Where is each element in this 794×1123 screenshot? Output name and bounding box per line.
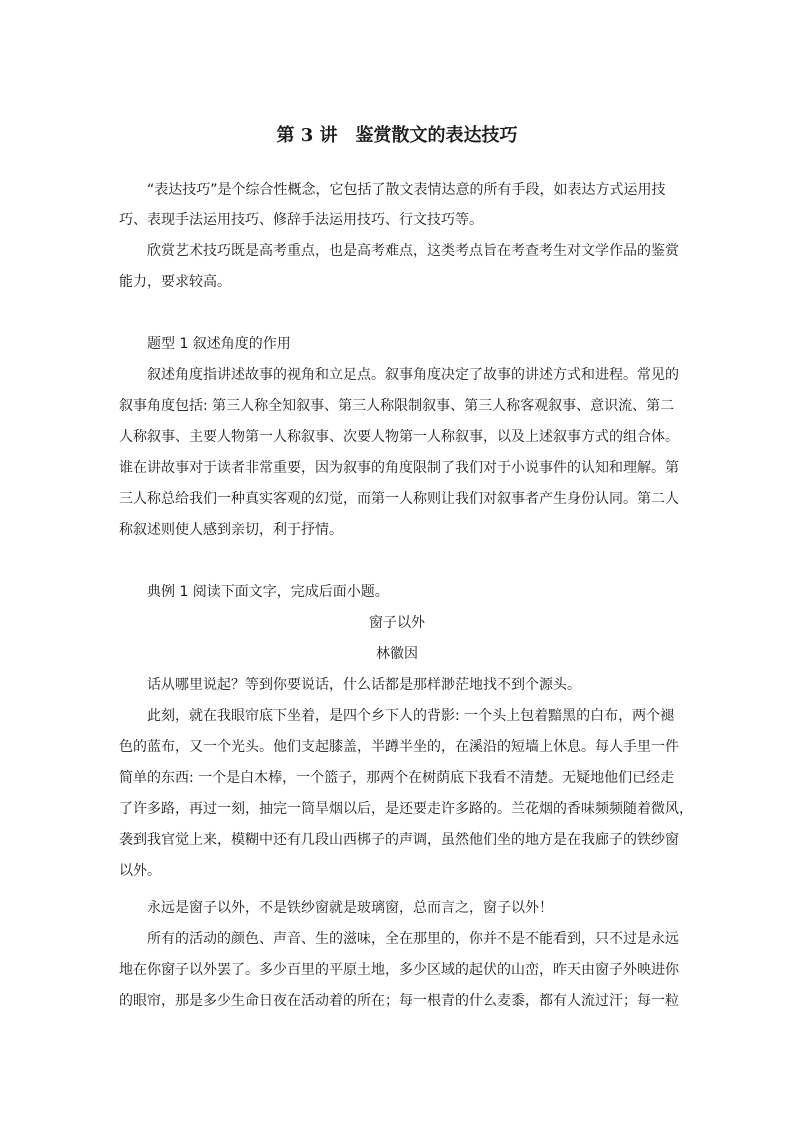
intro-line: 巧、表现手法运用技巧、修辞手法运用技巧、行文技巧等。 — [119, 212, 483, 228]
intro-line: “表达技巧”是个综合性概念，它包括了散文表情达意的所有手段，如表达方式运用技 — [147, 182, 666, 198]
example-line: 简单的东西: 一个是白木棒，一个篮子，那两个在树荫底下我看不清楚。无疑地他们已经走 — [119, 770, 675, 786]
section-line: 谁在讲故事对于读者非常重要，因为叙事的角度限制了我们对于小说事件的认知和理解。第 — [119, 460, 679, 476]
example-line: 永远是窗子以外，不是铁纱窗就是玻璃窗，总而言之，窗子以外！ — [147, 900, 553, 916]
section-line: 叙述角度指讲述故事的视角和立足点。叙事角度决定了故事的讲述方式和进程。常见的 — [147, 367, 679, 383]
section-line: 称叙述则使人感到亲切，利于抒情。 — [119, 522, 343, 538]
example-line: 以外。 — [119, 863, 161, 879]
page-title: 第 3 讲 鉴赏散文的表达技巧 — [276, 125, 518, 146]
example-line: 话从哪里说起？等到你要说话，什么话都是那样渺茫地找不到个源头。 — [147, 677, 581, 693]
example-line: 地在你窗子以外罢了。多少百里的平原土地，多少区域的起伏的山峦，昨天由窗子外映进你 — [119, 962, 679, 978]
example-line: 所有的活动的颜色、声音、生的滋味，全在那里的，你并不是不能看到，只不过是永远 — [147, 931, 679, 947]
intro-line: 欣赏艺术技巧既是高考重点，也是高考难点，这类考点旨在考查考生对文学作品的鉴赏 — [147, 243, 679, 259]
example-intro: 典例 1 阅读下面文字，完成后面小题。 — [147, 584, 389, 600]
author-name: 林徽因 — [376, 646, 418, 662]
example-line: 此刻，就在我眼帘底下坐着，是四个乡下人的背影: 一个头上包着黯黑的白布，两个褪 — [147, 708, 675, 724]
section-line: 叙事角度包括: 第三人称全知叙事、第三人称限制叙事、第三人称客观叙事、意识流、第二 — [119, 398, 675, 414]
section-line: 三人称总给我们一种真实客观的幻觉，而第一人称则让我们对叙事者产生身份认同。第二人 — [119, 491, 679, 507]
section-line: 人称叙事、主要人物第一人称叙事、次要人物第一人称叙事，以及上述叙事方式的组合体。 — [119, 429, 679, 445]
section-heading: 题型 1 叙述角度的作用 — [147, 336, 291, 352]
intro-line: 能力，要求较高。 — [119, 274, 231, 290]
example-line: 的眼帘，那是多少生命日夜在活动着的所在；每一根青的什么麦黍，都有人流过汗；每一粒 — [119, 993, 679, 1009]
work-title: 窗子以外 — [369, 615, 425, 631]
example-line: 了许多路，再过一刻，抽完一筒旱烟以后，是还要走许多路的。兰花烟的香味频频随着微风， — [119, 801, 693, 817]
example-line: 色的蓝布，又一个光头。他们支起膝盖，半蹲半坐的，在溪沿的短墙上休息。每人手里一件 — [119, 739, 679, 755]
example-line: 袭到我官觉上来，模糊中还有几段山西梆子的声调，虽然他们坐的地方是在我廊子的铁纱窗 — [119, 832, 679, 848]
